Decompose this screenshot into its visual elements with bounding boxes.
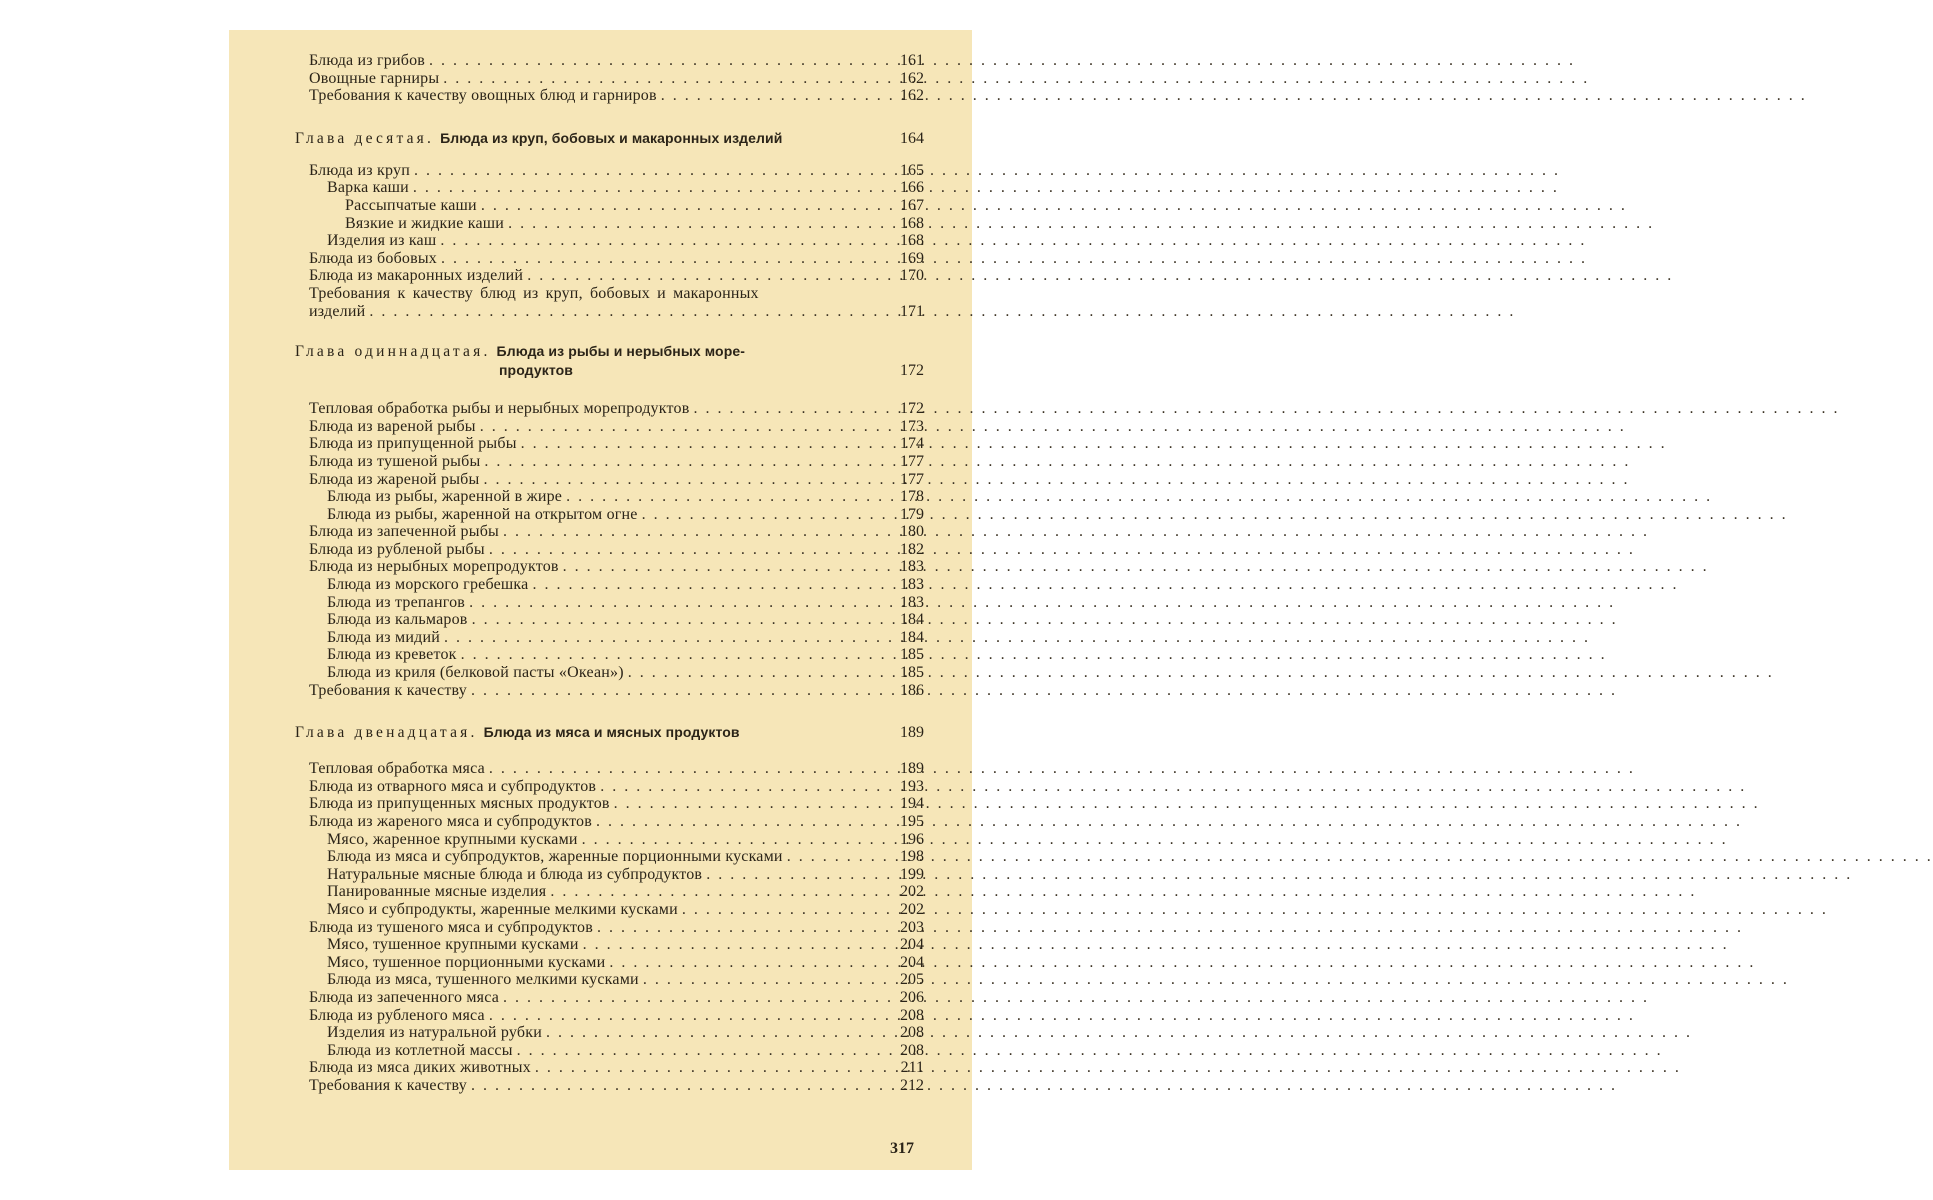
entry-page: 174: [900, 435, 924, 453]
leader-dots: [521, 435, 878, 453]
toc-entry: [309, 682, 924, 700]
toc-entry: [309, 197, 924, 215]
entry-page: 194: [900, 795, 924, 813]
leader-dots: [414, 162, 878, 180]
chapter-heading: [295, 342, 924, 380]
entry-title: Блюда из запеченной рыбы: [309, 523, 499, 541]
leader-dots: [471, 682, 878, 700]
leader-dots: [503, 523, 878, 541]
entry-page: 177: [900, 470, 924, 488]
section-ch10: [309, 162, 924, 285]
toc-entry: [309, 70, 924, 88]
entry-page: 205: [900, 971, 924, 989]
leader-dots: [527, 267, 878, 285]
leader-dots: [483, 471, 878, 489]
toc-entry: [309, 866, 924, 884]
entry-title: Блюда из грибов: [309, 52, 426, 69]
toc-entry: [309, 831, 924, 849]
entry-page: 185: [900, 664, 924, 682]
leader-dots: [481, 197, 878, 215]
chapter-label: Глава двенадцатая.: [295, 724, 478, 742]
chapter-title-line1: Блюда из рыбы и нерыбных море-: [496, 343, 745, 360]
toc-entry: [309, 418, 924, 436]
entry-title: Мясо, тушенное крупными кусками: [327, 936, 579, 954]
chapter-title: Блюда из мяса и мясных продуктов: [483, 724, 740, 741]
entry-page: 189: [900, 760, 924, 778]
toc-entry: [309, 919, 924, 937]
leader-dots: [484, 453, 878, 471]
entry-page: 171: [900, 302, 924, 320]
entry-title: Блюда из мяса диких животных: [309, 1059, 531, 1077]
toc-entry: [309, 1024, 924, 1042]
toc-entry-wrapped-line2: [309, 303, 924, 321]
entry-page: 168: [900, 232, 924, 250]
toc-entry: [309, 901, 924, 919]
leader-dots: [429, 52, 878, 70]
entry-page: 169: [900, 249, 924, 267]
entry-title: Блюда из креветок: [327, 646, 457, 664]
leader-dots: [787, 848, 878, 866]
entry-title: Блюда из рубленого мяса: [309, 1006, 485, 1024]
leader-dots: [682, 901, 878, 919]
leader-dots: [440, 232, 878, 250]
entry-title: Изделия из каш: [327, 232, 437, 250]
entry-title: Блюда из криля (белковой пасты «Океан»): [327, 664, 624, 682]
section-pre: [309, 52, 924, 105]
entry-page: 180: [900, 523, 924, 541]
entry-title: Блюда из припущенной рыбы: [309, 435, 517, 453]
toc-entry: [309, 813, 924, 831]
leader-dots: [583, 936, 878, 954]
toc-entry: [309, 1007, 924, 1025]
entry-page: 202: [900, 900, 924, 918]
toc-entry: [309, 215, 924, 233]
leader-dots: [706, 866, 878, 884]
entry-page: 162: [900, 69, 924, 87]
leader-dots: [643, 971, 878, 989]
toc-entry: [309, 664, 924, 682]
entry-page: 203: [900, 918, 924, 936]
entry-title: Тепловая обработка рыбы и нерыбных морепродуктов: [309, 400, 690, 418]
toc-entry: [309, 400, 924, 418]
chapter-label: Глава десятая.: [295, 129, 435, 147]
entry-title: Блюда из бобовых: [309, 249, 438, 267]
entry-page: 179: [900, 505, 924, 523]
toc-entry: [309, 453, 924, 471]
entry-title: Блюда из морского гребешка: [327, 576, 529, 594]
entry-page: 172: [900, 400, 924, 418]
entry-title: Блюда из котлетной массы: [327, 1041, 513, 1059]
toc-entry: [309, 629, 924, 647]
entry-title: Блюда из отварного мяса и субпродуктов: [309, 777, 597, 795]
entry-title: Блюда из запеченного мяса: [309, 988, 500, 1006]
entry-title: Блюда из кальмаров: [327, 611, 468, 629]
entry-page: 185: [900, 646, 924, 664]
entry-title: Требования к качеству овощных блюд и гарниров: [309, 87, 657, 105]
entry-page: 206: [900, 988, 924, 1006]
section-ch11: [309, 400, 924, 699]
entry-title: Блюда из рыбы, жаренной в жире: [327, 488, 563, 506]
leader-dots: [609, 954, 878, 972]
entry-title: Вязкие и жидкие каши: [345, 214, 505, 232]
entry-page: 167: [900, 196, 924, 214]
entry-title: Блюда из макаронных изделий: [309, 267, 524, 285]
leader-dots: [550, 883, 878, 901]
entry-title: Блюда из рыбы, жаренной на открытом огне: [327, 505, 638, 523]
leader-dots: [596, 813, 878, 831]
leader-dots: [444, 629, 878, 647]
entry-page: 183: [900, 576, 924, 594]
entry-page: 193: [900, 777, 924, 795]
entry-title: Блюда из жареной рыбы: [309, 470, 480, 488]
toc-entry: [309, 778, 924, 796]
entry-page: 162: [900, 87, 924, 105]
chapter-page: 189: [900, 724, 924, 742]
entry-page: 165: [900, 161, 924, 179]
entry-page: 199: [900, 865, 924, 883]
entry-page: 204: [900, 936, 924, 954]
entry-title: Требования к качеству: [309, 681, 467, 699]
entry-page: 178: [900, 488, 924, 506]
toc-entry: [309, 488, 924, 506]
entry-title: Блюда из круп: [309, 161, 410, 179]
toc-entry: [309, 760, 924, 778]
toc-entry: [309, 52, 924, 70]
leader-dots: [489, 760, 878, 778]
entry-page: 177: [900, 452, 924, 470]
leader-dots: [472, 611, 878, 629]
toc-entry-wrapped-line1: Требования к качеству блюд из круп, бобовых и макаронных: [309, 284, 759, 302]
entry-page: 208: [900, 1006, 924, 1024]
chapter-page: 164: [900, 129, 924, 147]
toc-entry: [309, 1042, 924, 1060]
toc-entry: [309, 989, 924, 1007]
entry-title: Мясо, тушенное порционными кусками: [327, 953, 606, 971]
leader-dots: [566, 488, 878, 506]
entry-title: Блюда из припущенных мясных продуктов: [309, 795, 610, 813]
chapter-heading: [295, 129, 924, 148]
leader-dots: [489, 1007, 878, 1025]
toc-entry: [309, 179, 924, 197]
entry-title: изделий: [309, 302, 366, 320]
entry-title: Блюда из тушеной рыбы: [309, 452, 481, 470]
toc-entry: [309, 594, 924, 612]
toc-entry: [309, 1059, 924, 1077]
leader-dots: [443, 70, 878, 88]
entry-title: Блюда из мидий: [327, 628, 440, 646]
leader-dots: [441, 250, 878, 268]
entry-title: Панированные мясные изделия: [327, 883, 547, 901]
toc-entry: [309, 87, 924, 105]
entry-page: 208: [900, 1024, 924, 1042]
chapter-label: Глава одиннадцатая.: [295, 343, 491, 361]
toc-entry: [309, 162, 924, 180]
leader-dots: [597, 919, 878, 937]
entry-page: 168: [900, 214, 924, 232]
entry-title: Блюда из вареной рыбы: [309, 417, 476, 435]
leader-dots: [693, 400, 878, 418]
entry-page: 202: [900, 883, 924, 901]
table-of-contents: [295, 52, 924, 1095]
toc-entry: [309, 506, 924, 524]
entry-page: 161: [900, 52, 924, 69]
leader-dots: [469, 594, 878, 612]
chapter-heading: [295, 723, 924, 742]
entry-page: 170: [900, 267, 924, 285]
toc-entry: [309, 232, 924, 250]
toc-entry: [309, 435, 924, 453]
toc-entry: [309, 250, 924, 268]
toc-entry: [309, 883, 924, 901]
entry-title: Блюда из мяса, тушенного мелкими кусками: [327, 971, 639, 989]
entry-title: Рассыпчатые каши: [345, 196, 477, 214]
leader-dots: [503, 989, 878, 1007]
entry-page: 212: [900, 1076, 924, 1094]
toc-entry: [309, 267, 924, 285]
toc-entry: [309, 611, 924, 629]
entry-page: 182: [900, 540, 924, 558]
entry-title: Блюда из рубленой рыбы: [309, 540, 485, 558]
entry-page: 208: [900, 1041, 924, 1059]
toc-entry: [309, 646, 924, 664]
entry-page: 184: [900, 611, 924, 629]
entry-page: 183: [900, 558, 924, 576]
entry-title: Мясо и субпродукты, жаренные мелкими кусками: [327, 900, 678, 918]
leader-dots: [628, 664, 878, 682]
entry-page: 196: [900, 830, 924, 848]
section-ch12: [309, 760, 924, 1094]
leader-dots: [642, 506, 878, 524]
leader-dots: [563, 558, 878, 576]
entry-title: Блюда из тушеного мяса и субпродуктов: [309, 918, 593, 936]
entry-title: Натуральные мясные блюда и блюда из субпродуктов: [327, 865, 703, 883]
entry-title: Блюда из мяса и субпродуктов, жаренные порционными кусками: [327, 848, 783, 866]
toc-entry: [309, 795, 924, 813]
entry-title: Блюда из трепангов: [327, 593, 466, 611]
leader-dots: [532, 576, 878, 594]
leader-dots: [480, 418, 878, 436]
entry-page: 204: [900, 953, 924, 971]
leader-dots: [471, 1077, 878, 1095]
leader-dots: [517, 1042, 878, 1060]
chapter-title: Блюда из круп, бобовых и макаронных изделий: [440, 129, 783, 146]
entry-page: 184: [900, 628, 924, 646]
entry-title: Требования к качеству: [309, 1076, 467, 1094]
entry-page: 195: [900, 813, 924, 830]
chapter-page: 172: [900, 362, 924, 380]
leader-dots: [614, 795, 878, 813]
leader-dots: [461, 646, 878, 664]
toc-entry: [309, 541, 924, 559]
toc-entry: [309, 954, 924, 972]
toc-entry: [309, 936, 924, 954]
leader-dots: [600, 778, 878, 796]
entry-title: Тепловая обработка мяса: [309, 760, 485, 778]
leader-dots: [508, 215, 878, 233]
toc-entry: [309, 848, 924, 866]
entry-title: Блюда из жареного мяса и субпродуктов: [309, 813, 593, 830]
toc-entry: [309, 558, 924, 576]
leader-dots: [413, 179, 878, 197]
leader-dots: [535, 1059, 878, 1077]
toc-entry: [309, 576, 924, 594]
leader-dots: [546, 1024, 878, 1042]
toc-entry: [309, 1077, 924, 1095]
chapter-title-line2: продуктов: [499, 362, 573, 379]
leader-dots: [661, 87, 878, 105]
entry-title: Мясо, жаренное крупными кусками: [327, 830, 578, 848]
entry-page: 211: [900, 1059, 924, 1077]
entry-page: 166: [900, 179, 924, 197]
entry-title: Блюда из нерыбных морепродуктов: [309, 558, 559, 576]
toc-entry: [309, 523, 924, 541]
entry-page: 186: [900, 681, 924, 699]
leader-dots: [489, 541, 878, 559]
entry-page: 198: [900, 848, 924, 866]
entry-page: 183: [900, 593, 924, 611]
toc-entry: [309, 471, 924, 489]
entry-title: Варка каши: [327, 179, 409, 197]
toc-entry: [309, 971, 924, 989]
entry-title: Овощные гарниры: [309, 69, 440, 87]
page-number: 317: [890, 1140, 914, 1157]
entry-title: Изделия из натуральной рубки: [327, 1024, 542, 1042]
book-page: [229, 30, 972, 1170]
entry-page: 173: [900, 417, 924, 435]
leader-dots: [369, 303, 878, 321]
leader-dots: [582, 831, 878, 849]
